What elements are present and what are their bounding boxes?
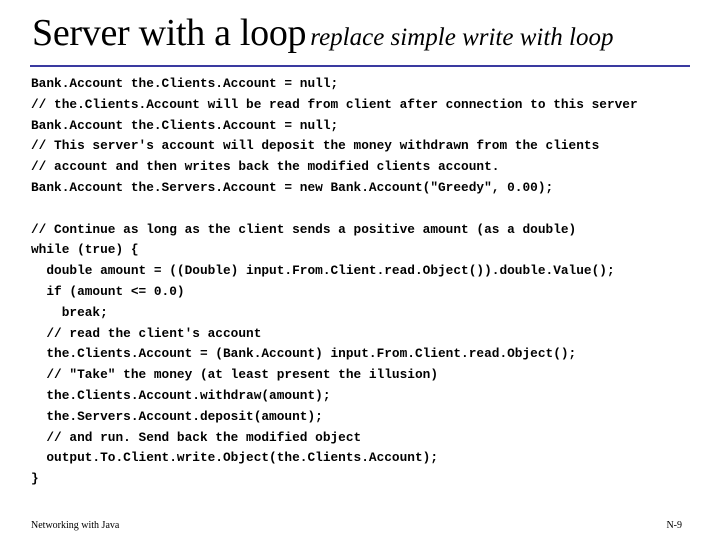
title-divider (30, 65, 690, 67)
footer-slide-number: N-9 (666, 520, 682, 531)
code-line-blank (31, 199, 638, 220)
code-line: output.To.Client.write.Object(the.Clients.Account); (31, 450, 439, 466)
code-line: the.Clients.Account = (Bank.Account) input.From.Client.read.Object(); (31, 346, 577, 362)
code-line: the.Servers.Account.deposit(amount); (31, 408, 323, 424)
code-line: the.Clients.Account.withdraw(amount); (31, 387, 331, 403)
code-line: Bank.Account the.Clients.Account = null; (31, 76, 339, 91)
code-line: // read the client's account (31, 325, 262, 341)
slide-title (32, 14, 613, 52)
title-main: Server with a loop (32, 12, 307, 54)
code-block (31, 74, 638, 490)
code-line: // This server's account will deposit the money withdrawn from the clients (31, 138, 600, 154)
code-line: if (amount <= 0.0) (31, 283, 185, 299)
code-line: // "Take" the money (at least present the illusion) (31, 367, 439, 383)
code-line: Bank.Account the.Clients.Account = null; (31, 117, 339, 133)
code-line: break; (31, 304, 108, 320)
code-line: } (31, 471, 39, 487)
footer-course-name: Networking with Java (31, 520, 120, 531)
code-line: // account and then writes back the modified clients account. (31, 159, 500, 175)
code-line: // Continue as long as the client sends a positive amount (as a double) (31, 221, 577, 237)
code-line: Bank.Account the.Servers.Account = new Bank.Account("Greedy", 0.00); (31, 179, 554, 195)
title-subtitle: replace simple write with loop (310, 24, 614, 51)
code-line: while (true) { (31, 242, 139, 258)
code-line: // and run. Send back the modified object (31, 429, 362, 445)
code-line: double amount = ((Double) input.From.Client.read.Object()).double.Value(); (31, 263, 615, 279)
code-line: // the.Clients.Account will be read from client after connection to this server (31, 96, 638, 112)
